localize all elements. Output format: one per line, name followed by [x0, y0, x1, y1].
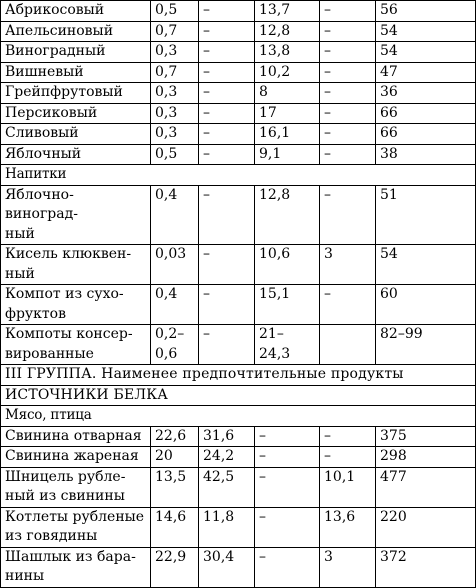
group-heading-row: [1, 385, 476, 406]
value-cell-c1: 0,3: [151, 103, 199, 124]
product-name-cell: Компот из сухо- фруктов: [1, 285, 151, 325]
product-name-cell: Шашлык из бара- нины: [1, 547, 151, 587]
value-cell-c4: –: [320, 144, 376, 165]
value-cell-c3: 12,8: [255, 185, 320, 245]
table-row: [1, 245, 476, 285]
value-cell-c4: –: [320, 21, 376, 42]
table-row: [1, 144, 476, 165]
table-row: [1, 547, 476, 587]
value-cell-c4: 3: [320, 245, 376, 285]
value-cell-c2: 24,2: [199, 447, 255, 468]
value-cell-c3: 8: [255, 83, 320, 104]
value-cell-c4: –: [320, 185, 376, 245]
product-name-cell: Яблочно-виноград- ный: [1, 185, 151, 245]
product-name-cell: Шницель рубле- ный из свинины: [1, 467, 151, 507]
value-cell-c3: –: [255, 507, 320, 547]
value-cell-c1: 0,3: [151, 83, 199, 104]
value-cell-c5: 47: [376, 62, 476, 83]
value-cell-c5: 477: [376, 467, 476, 507]
value-cell-c4: [320, 325, 376, 365]
value-cell-c2: –: [199, 42, 255, 63]
value-cell-c5: 38: [376, 144, 476, 165]
table-row: [1, 325, 476, 365]
value-cell-c2: –: [199, 83, 255, 104]
group-heading: ИСТОЧНИКИ БЕЛКА: [1, 385, 476, 406]
value-cell-c4: –: [320, 103, 376, 124]
value-cell-c1: 0,03: [151, 245, 199, 285]
value-cell-c5: 54: [376, 21, 476, 42]
table-row: [1, 426, 476, 447]
value-cell-c3: 21– 24,3: [255, 325, 320, 365]
product-name-cell: Апельсиновый: [1, 21, 151, 42]
product-name-cell: Котлеты рубленые из говядины: [1, 507, 151, 547]
value-cell-c3: 12,8: [255, 21, 320, 42]
value-cell-c1: 0,2– 0,6: [151, 325, 199, 365]
value-cell-c5: 36: [376, 83, 476, 104]
value-cell-c1: 22,6: [151, 426, 199, 447]
value-cell-c1: 0,5: [151, 144, 199, 165]
value-cell-c3: 13,7: [255, 1, 320, 22]
value-cell-c5: 298: [376, 447, 476, 468]
value-cell-c2: 11,8: [199, 507, 255, 547]
value-cell-c4: 10,1: [320, 467, 376, 507]
value-cell-c4: –: [320, 447, 376, 468]
value-cell-c5: 375: [376, 426, 476, 447]
table-row: [1, 467, 476, 507]
table-row: [1, 185, 476, 245]
product-name-cell: Яблочный: [1, 144, 151, 165]
value-cell-c2: –: [199, 245, 255, 285]
value-cell-c2: –: [199, 62, 255, 83]
value-cell-c4: 13,6: [320, 507, 376, 547]
value-cell-c5: 82–99: [376, 325, 476, 365]
value-cell-c4: –: [320, 124, 376, 145]
value-cell-c2: 31,6: [199, 426, 255, 447]
section-label: Мясо, птица: [1, 406, 476, 427]
value-cell-c2: –: [199, 1, 255, 22]
section-label: Напитки: [1, 165, 476, 186]
product-name-cell: Абрикосовый: [1, 1, 151, 22]
value-cell-c2: –: [199, 124, 255, 145]
value-cell-c3: 15,1: [255, 285, 320, 325]
table-row: [1, 447, 476, 468]
value-cell-c5: 66: [376, 103, 476, 124]
product-name-cell: Грейпфрутовый: [1, 83, 151, 104]
value-cell-c1: 14,6: [151, 507, 199, 547]
value-cell-c4: –: [320, 1, 376, 22]
value-cell-c5: 60: [376, 285, 476, 325]
value-cell-c3: 10,6: [255, 245, 320, 285]
table-row: [1, 42, 476, 63]
value-cell-c1: 0,3: [151, 124, 199, 145]
product-name-cell: Компоты консер- вированные: [1, 325, 151, 365]
value-cell-c2: 42,5: [199, 467, 255, 507]
nutrition-table-body: [1, 1, 476, 588]
section-row: [1, 165, 476, 186]
product-name-cell: Персиковый: [1, 103, 151, 124]
value-cell-c3: –: [255, 426, 320, 447]
table-row: [1, 83, 476, 104]
value-cell-c2: –: [199, 325, 255, 365]
value-cell-c4: –: [320, 285, 376, 325]
value-cell-c4: –: [320, 42, 376, 63]
value-cell-c1: 0,5: [151, 1, 199, 22]
value-cell-c2: –: [199, 144, 255, 165]
value-cell-c1: 0,3: [151, 42, 199, 63]
value-cell-c3: –: [255, 547, 320, 587]
product-name-cell: Свинина жареная: [1, 447, 151, 468]
value-cell-c4: –: [320, 62, 376, 83]
product-name-cell: Вишневый: [1, 62, 151, 83]
table-row: [1, 21, 476, 42]
table-row: [1, 1, 476, 22]
value-cell-c5: 54: [376, 42, 476, 63]
value-cell-c5: 66: [376, 124, 476, 145]
value-cell-c3: 10,2: [255, 62, 320, 83]
value-cell-c1: 22,9: [151, 547, 199, 587]
value-cell-c5: 51: [376, 185, 476, 245]
value-cell-c2: –: [199, 285, 255, 325]
product-name-cell: Кисель клюквен- ный: [1, 245, 151, 285]
value-cell-c4: 3: [320, 547, 376, 587]
table-row: [1, 103, 476, 124]
product-name-cell: Виноградный: [1, 42, 151, 63]
value-cell-c3: 13,8: [255, 42, 320, 63]
group-heading-row: [1, 365, 476, 386]
value-cell-c2: –: [199, 21, 255, 42]
table-row: [1, 62, 476, 83]
product-name-cell: Свинина отварная: [1, 426, 151, 447]
value-cell-c2: 30,4: [199, 547, 255, 587]
section-row: [1, 406, 476, 427]
value-cell-c3: 9,1: [255, 144, 320, 165]
value-cell-c5: 220: [376, 507, 476, 547]
value-cell-c1: 0,4: [151, 185, 199, 245]
value-cell-c3: –: [255, 467, 320, 507]
product-name-cell: Сливовый: [1, 124, 151, 145]
table-row: [1, 285, 476, 325]
value-cell-c5: 372: [376, 547, 476, 587]
value-cell-c1: 20: [151, 447, 199, 468]
group-heading: III ГРУППА. Наименее предпочтительные продукты: [1, 365, 476, 386]
value-cell-c2: –: [199, 185, 255, 245]
value-cell-c1: 0,7: [151, 62, 199, 83]
table-row: [1, 507, 476, 547]
value-cell-c2: –: [199, 103, 255, 124]
value-cell-c5: 56: [376, 1, 476, 22]
value-cell-c3: 16,1: [255, 124, 320, 145]
value-cell-c3: –: [255, 447, 320, 468]
value-cell-c4: –: [320, 426, 376, 447]
value-cell-c4: –: [320, 83, 376, 104]
value-cell-c1: 0,7: [151, 21, 199, 42]
value-cell-c5: 54: [376, 245, 476, 285]
value-cell-c1: 13,5: [151, 467, 199, 507]
value-cell-c1: 0,4: [151, 285, 199, 325]
value-cell-c3: 17: [255, 103, 320, 124]
table-row: [1, 124, 476, 145]
